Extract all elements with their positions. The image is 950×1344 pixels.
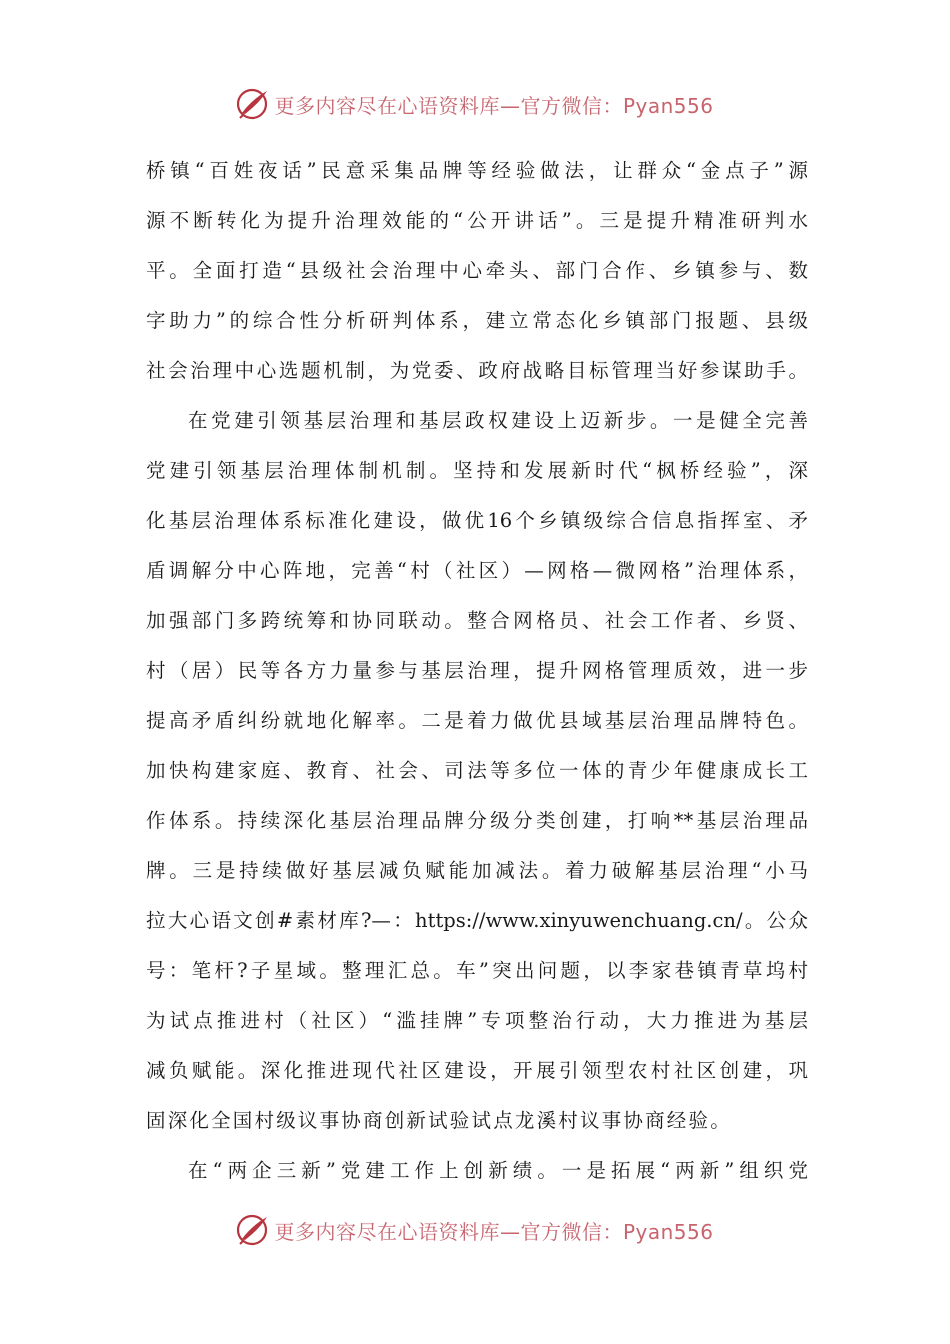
text-line: 源不断转化为提升治理效能的“公开讲话”。三是提升精准研判水 <box>146 209 808 232</box>
text-line: 平。全面打造“县级社会治理中心牵头、部门合作、乡镇参与、数 <box>146 259 808 282</box>
text-line: 拉大心语文创#素材库?—：https://www.xinyuwenchuang.cn/。公众 <box>146 909 808 932</box>
text-line: 减负赋能。深化推进现代社区建设，开展引领型农村社区创建，巩 <box>146 1059 808 1082</box>
text-line: 提高矛盾纠纷就地化解率。二是着力做优县域基层治理品牌特色。 <box>146 709 808 732</box>
text-line: 为试点推进村（社区）“滥挂牌”专项整治行动，大力推进为基层 <box>146 1009 808 1032</box>
text-line: 作体系。持续深化基层治理品牌分级分类创建，打响**基层治理品 <box>146 809 808 832</box>
paragraph-last-line: 固深化全国村级议事协商创新试验试点龙溪村议事协商经验。 <box>146 1109 732 1132</box>
text-line: 加强部门多跨统筹和协同联动。整合网格员、社会工作者、乡贤、 <box>146 609 808 632</box>
text-line: 盾调解分中心阵地，完善“村（社区）—网格—微网格”治理体系， <box>146 559 808 582</box>
text-line: 号：笔杆?子星域。整理汇总。车”突出问题，以李家巷镇青草坞村 <box>146 959 808 982</box>
paragraph-first-line: 在“两企三新”党建工作上创新绩。一是拓展“两新”组织党 <box>188 1159 808 1182</box>
footer-banner <box>0 1210 950 1250</box>
header-banner <box>0 84 950 124</box>
quill-logo-icon <box>236 87 270 121</box>
quill-logo-icon <box>236 1213 270 1247</box>
paragraph-first-line: 在党建引领基层治理和基层政权建设上迈新步。一是健全完善 <box>188 409 808 432</box>
text-line: 字助力”的综合性分析研判体系，建立常态化乡镇部门报题、县级 <box>146 309 808 332</box>
text-line: 牌。三是持续做好基层减负赋能加减法。着力破解基层治理“小马 <box>146 859 808 882</box>
document-body <box>146 146 808 1196</box>
text-line: 社会治理中心选题机制，为党委、政府战略目标管理当好参谋助手。 <box>146 359 808 382</box>
banner-text: 更多内容尽在心语资料库—官方微信：Pyan556 <box>274 93 714 118</box>
text-line: 加快构建家庭、教育、社会、司法等多位一体的青少年健康成长工 <box>146 759 808 782</box>
text-line: 党建引领基层治理体制机制。坚持和发展新时代“枫桥经验”，深 <box>146 459 808 482</box>
banner-text: 更多内容尽在心语资料库—官方微信：Pyan556 <box>274 1219 714 1244</box>
text-line: 桥镇“百姓夜话”民意采集品牌等经验做法，让群众“金点子”源 <box>146 159 808 182</box>
text-line: 化基层治理体系标准化建设，做优16个乡镇级综合信息指挥室、矛 <box>146 509 808 532</box>
text-line: 村（居）民等各方力量参与基层治理，提升网格管理质效，进一步 <box>146 659 808 682</box>
